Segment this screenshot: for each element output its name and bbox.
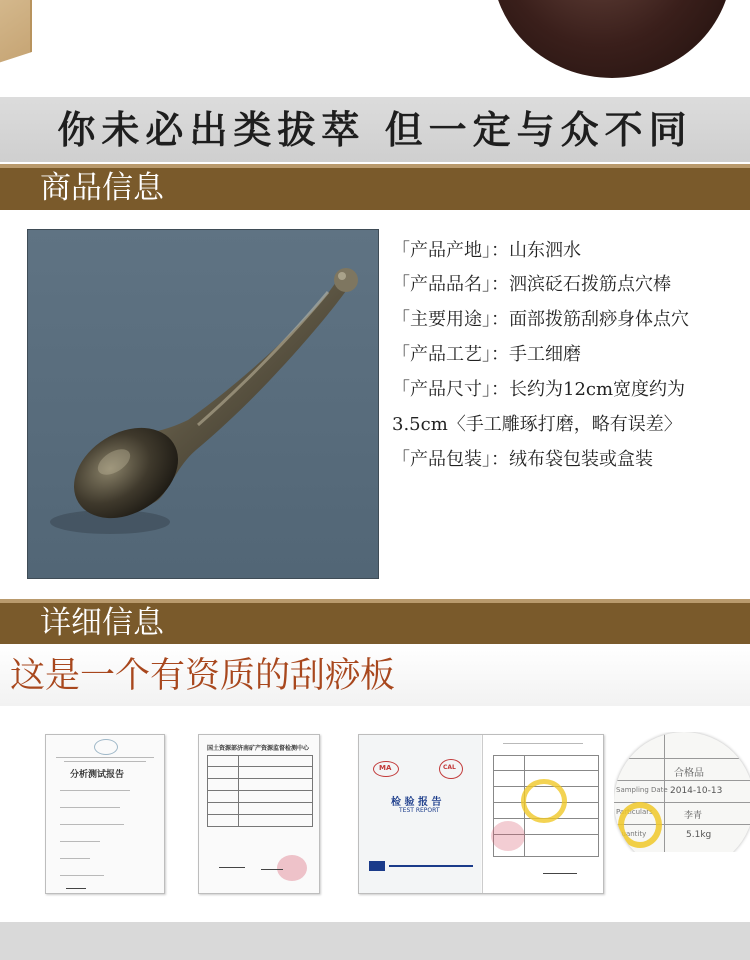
certificate-title: 分析测试报告 bbox=[70, 770, 125, 780]
gold-seal-icon bbox=[618, 802, 662, 848]
bottom-banner bbox=[0, 922, 750, 960]
product-photo bbox=[27, 229, 379, 579]
agency-logo-icon bbox=[369, 861, 385, 871]
certificate-title: 国土资源部济南矿产资源监督检测中心 bbox=[207, 745, 310, 752]
spec-origin: 「产品产地」：山东泗水 bbox=[392, 240, 581, 261]
gold-seal-icon bbox=[521, 779, 567, 823]
section-header-product-info bbox=[0, 164, 750, 210]
signature bbox=[219, 861, 245, 868]
booklet-inner-page bbox=[482, 735, 604, 894]
signature bbox=[66, 882, 86, 889]
booklet-title: 检 验 报 告 bbox=[391, 797, 442, 808]
cal-stamp-icon: CAL bbox=[439, 759, 463, 779]
spec-craft: 「产品工艺」：手工细磨 bbox=[392, 344, 581, 365]
stone-disc-image bbox=[492, 0, 732, 78]
packaging-box-image bbox=[0, 0, 32, 72]
certificate-table bbox=[207, 755, 313, 827]
spec-usage: 「主要用途」：面部拨筋刮痧身体点穴 bbox=[392, 309, 689, 330]
slogan-text: 你未必出类拔萃 但一定与众不同 bbox=[57, 107, 693, 152]
booklet-subtitle: TEST REPORT bbox=[399, 807, 440, 814]
certificate-test-center bbox=[198, 734, 320, 894]
certificate-analysis-report bbox=[45, 734, 165, 894]
institution-logo-icon bbox=[94, 739, 118, 755]
red-seal-stamp bbox=[491, 821, 525, 851]
booklet-cover bbox=[359, 735, 481, 894]
magnified-circle: 合格品 2014-10-13 Sampling Date Particulars 李青 5.1kg Quantity bbox=[614, 732, 750, 852]
top-product-image bbox=[0, 0, 750, 97]
spec-size-continued: 3.5cm〈手工雕琢打磨，略有误差〉 bbox=[392, 414, 682, 435]
spec-size: 「产品尺寸」：长约为12cm宽度约为 bbox=[392, 379, 686, 400]
section-title: 详细信息 bbox=[40, 605, 164, 641]
stone-spoon-image bbox=[28, 230, 378, 578]
ma-stamp-icon: MA bbox=[373, 761, 399, 777]
section-title: 商品信息 bbox=[40, 170, 164, 206]
signature bbox=[543, 865, 577, 874]
qualification-headline: 这是一个有资质的刮痧板 bbox=[10, 656, 396, 696]
spec-product-name: 「产品品名」：泗滨砭石拨筋点穴棒 bbox=[392, 274, 671, 295]
spec-packaging: 「产品包装」：绒布袋包装或盒装 bbox=[392, 449, 653, 470]
certificate-test-report-booklet bbox=[358, 734, 604, 894]
certificate-magnified-detail bbox=[614, 732, 750, 852]
signature bbox=[261, 863, 283, 870]
section-header-details bbox=[0, 599, 750, 644]
